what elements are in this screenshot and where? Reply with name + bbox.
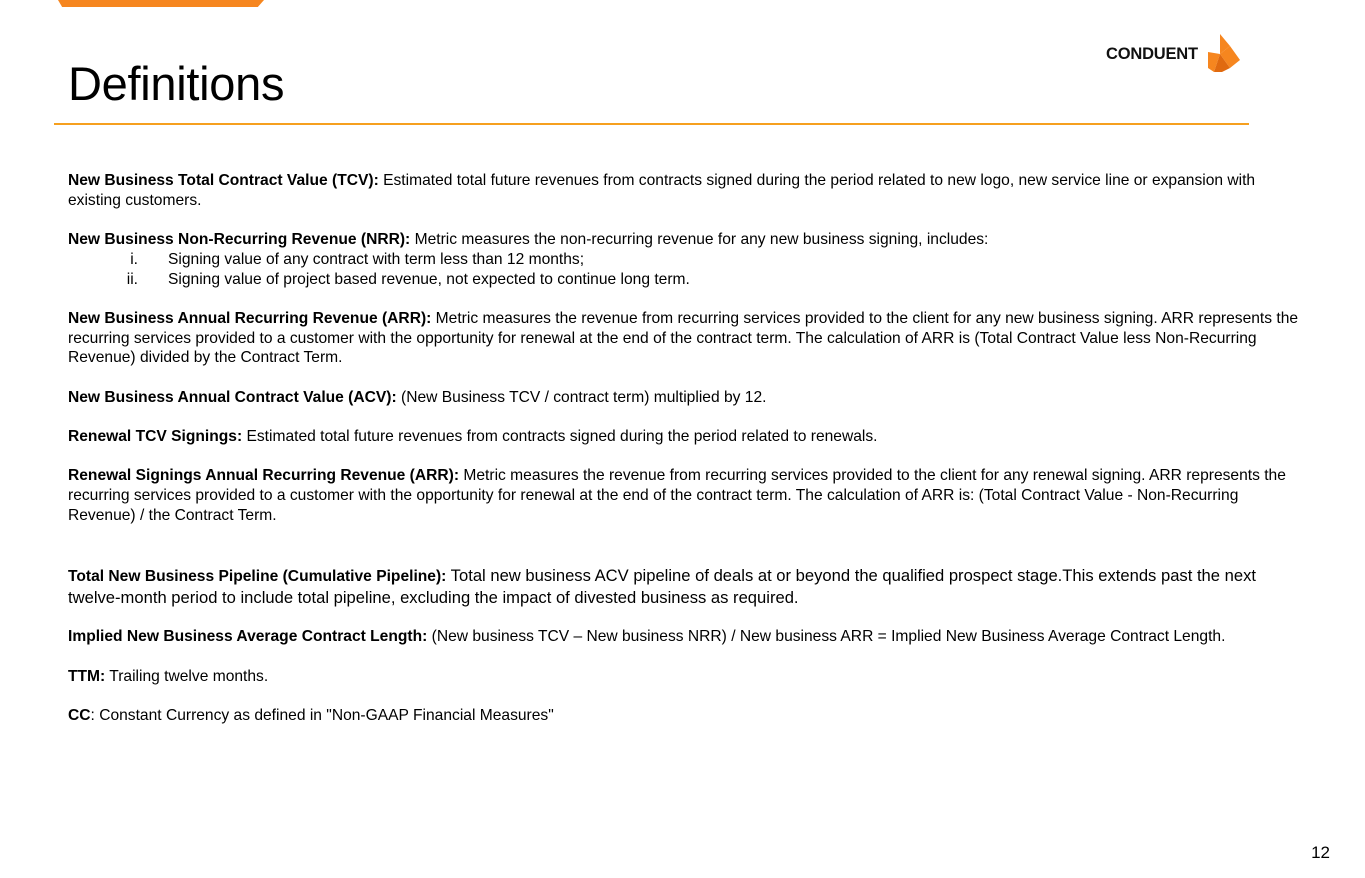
title-divider <box>54 123 1249 125</box>
nrr-sublist <box>68 250 1308 289</box>
definition-arr: New Business Annual Recurring Revenue (ARR): Metric measures the revenue from recurring services provided to the client for any new business signing. ARR represents the recurring services provided to a customer with the opportunity for renewal at the end of the contract term. The calculation of ARR is (Total Contract Value less Non-Recurring Revenue) divided by the Contract Term. <box>68 309 1299 367</box>
definition-pipeline: Total New Business Pipeline (Cumulative Pipeline): Total new business ACV pipeline of deals at or beyond the qualified prospect stage.This extends past the next twelve-month period to include total pipeline, excluding the impact of divested business as required. <box>68 565 1256 607</box>
definition-renewal-arr: Renewal Signings Annual Recurring Revenue (ARR): Metric measures the revenue from recurring services provided to the client for any renewal signing. ARR represents the recurring services provided to a customer with the opportunity for renewal at the end of the contract term. The calculation of ARR is: (Total Contract Value - Non-Recurring Revenue) / the Contract Term. <box>68 467 1286 524</box>
list-item: i. Signing value of any contract with term less than 12 months; <box>130 250 585 268</box>
definition-acv: New Business Annual Contract Value (ACV): (New Business TCV / contract term) multiplied by 12. <box>68 388 767 406</box>
conduent-mark-icon <box>1204 34 1244 74</box>
conduent-logo <box>1106 34 1244 74</box>
definition-cc: CC: Constant Currency as defined in "Non-GAAP Financial Measures" <box>68 707 554 725</box>
definitions-list <box>68 171 1308 745</box>
page-title: Definitions <box>68 57 285 110</box>
definition-ttm: TTM: Trailing twelve months. <box>68 667 269 685</box>
top-accent-bar <box>58 0 264 7</box>
page-number: 12 <box>1311 843 1330 862</box>
definition-nrr: New Business Non-Recurring Revenue (NRR): Metric measures the non-recurring revenue for any new business signing, includes: i. Signing value of any contract with term less than 12 months; ii. Signing value of project based revenue, not expected to continue long term. <box>68 230 1308 289</box>
logo-text: CONDUENT <box>1106 44 1198 63</box>
list-item: ii. Signing value of project based revenue, not expected to continue long term. <box>126 270 690 288</box>
definition-contract-length: Implied New Business Average Contract Length: (New business TCV – New business NRR) / New business ARR = Implied New Business Average Contract Length. <box>68 628 1226 646</box>
definition-renewal-tcv: Renewal TCV Signings: Estimated total future revenues from contracts signed during the period related to renewals. <box>68 428 878 446</box>
definition-tcv: New Business Total Contract Value (TCV): Estimated total future revenues from contracts signed during the period related to new logo, new service line or expansion with existing customers. <box>68 172 1256 209</box>
